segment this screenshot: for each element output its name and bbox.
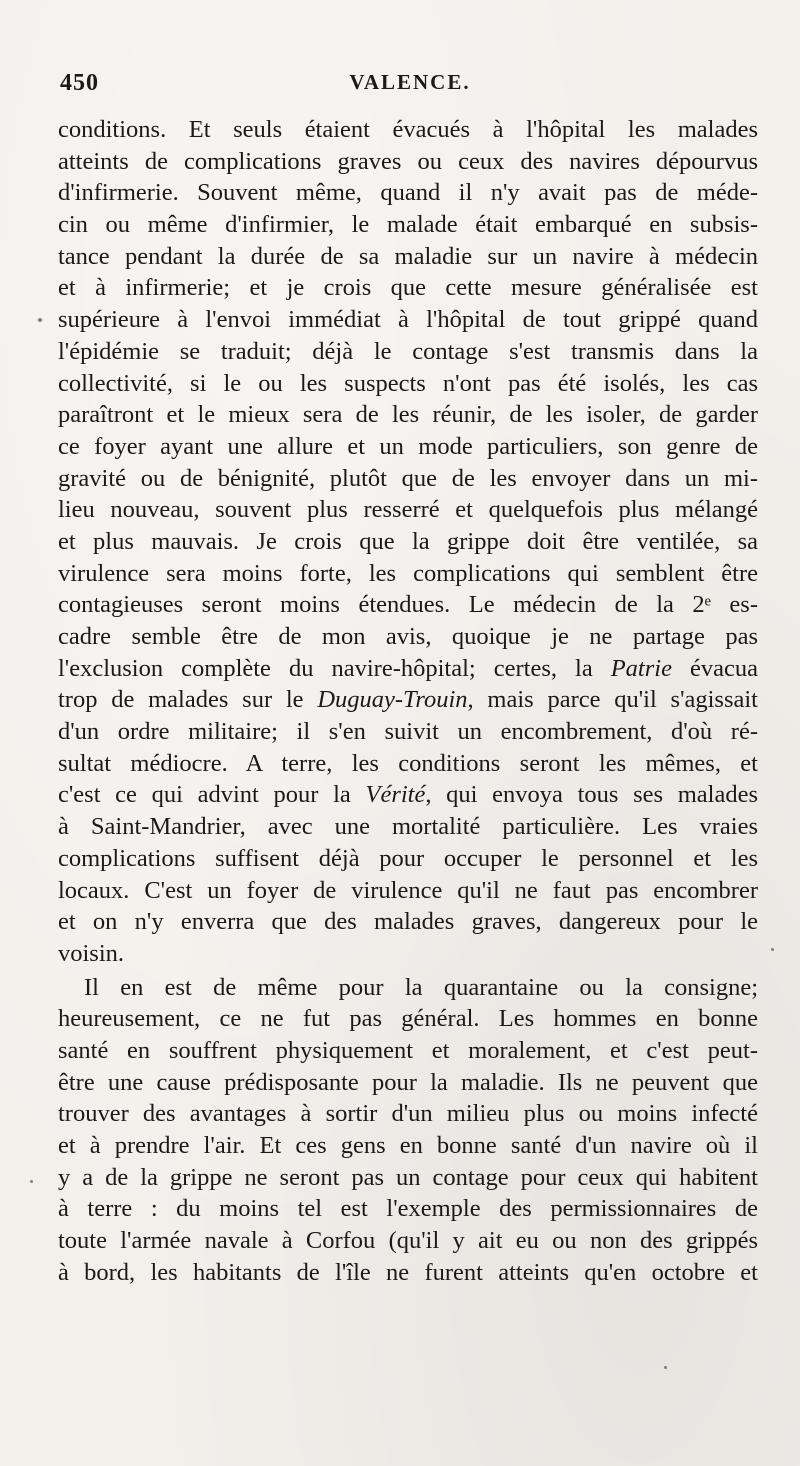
scan-speck [771,948,774,951]
text-line: heureusement, ce ne fut pas général. Les hommes en bonne [58,1005,758,1033]
text-line: à terre : du moins tel est l'exemple des permissionnaires de [58,1195,758,1223]
ship-name-duguay-trouin: Duguay-Trouin [317,686,468,714]
text-line: locaux. C'est un foyer de virulence qu'il ne faut pas encombrer [58,876,758,904]
ship-name-verite: Vérité [365,781,426,809]
ship-name-patrie: Patrie [610,654,672,682]
text-line: toute l'armée navale à Corfou (qu'il y ait eu ou non des grippés [58,1227,758,1255]
body-text [58,114,758,1288]
text-line: cin ou même d'infirmier, le malade était embarqué en subsis- [58,211,758,239]
text-line: cadre semble être de mon avis, quoique je ne partage pas [58,623,758,650]
text-segment: , qui envoya tous ses malades [425,781,758,809]
text-line [58,684,758,716]
page-header [60,70,760,104]
text-line: et à prendre l'air. Et ces gens en bonne santé d'un navire où il [58,1132,758,1159]
text-line: paraîtront et le mieux sera de les réunir, de les isoler, de garder [58,401,758,429]
text-line: santé en souffrent physiquement et moralement, et c'est peut- [58,1036,758,1064]
text-line: à Saint-Mandrier, avec une mortalité particulière. Les vraies [58,813,758,841]
text-line: virulence sera moins forte, les complications qui semblent être [58,559,758,587]
text-line: complications suffisent déjà pour occuper le personnel et les [58,844,758,872]
text-line: d'infirmerie. Souvent même, quand il n'y avait pas de méde- [58,179,758,207]
text-line: y a de la grippe ne seront pas un contage pour ceux qui habitent [58,1163,758,1191]
text-line: supérieure à l'envoi immédiat à l'hôpital de tout grippé quand [58,306,758,334]
text-line: ce foyer ayant une allure et un mode particuliers, son genre de [58,432,758,460]
text-line: atteints de complications graves ou ceux des navires dépourvus [58,147,758,175]
text-line [58,779,758,811]
text-segment: trop de malades sur le [58,686,318,714]
text-line [58,653,758,685]
text-line: l'épidémie se traduit; déjà le contage s'est transmis dans la [58,337,758,365]
scan-speck [30,1180,33,1183]
text-line: trouver des avantages à sortir d'un milieu plus ou moins infecté [58,1100,758,1128]
text-line: sultat médiocre. A terre, les conditions seront les mêmes, et [58,749,758,777]
text-line: et plus mauvais. Je crois que la grippe doit être ventilée, sa [58,527,758,555]
page-number: 450 [60,70,99,96]
text-line: tance pendant la durée de sa maladie sur un navire à médecin [58,242,758,270]
running-title: VALENCE. [349,70,471,94]
text-line: être une cause prédisposante pour la maladie. Ils ne peuvent que [58,1068,758,1096]
scan-speck [38,318,42,322]
text-line: contagieuses seront moins étendues. Le médecin de la 2ᵉ es- [58,591,758,619]
text-line: à bord, les habitants de l'île ne furent atteints qu'en octobre et [58,1258,758,1286]
text-line: gravité ou de bénignité, plutôt que de les envoyer dans un mi- [58,464,758,492]
text-segment: , mais parce qu'il s'agissait [467,686,758,714]
text-line: et à infirmerie; et je crois que cette mesure généralisée est [58,274,758,302]
text-line: d'un ordre militaire; il s'en suivit un encombrement, d'où ré- [58,718,758,746]
text-line: voisin. [58,939,125,967]
text-segment: évacua [671,654,758,682]
scan-speck [664,1366,667,1369]
text-line: collectivité, si le ou les suspects n'ont pas été isolés, les cas [58,369,758,397]
text-segment: c'est ce qui advint pour la [58,781,366,809]
text-segment: l'exclusion complète du navire-hôpital; certes, la [58,654,611,682]
text-line: conditions. Et seuls étaient évacués à l'hôpital les malades [58,116,758,143]
text-line: et on n'y enverra que des malades graves, dangereux pour le [58,908,758,936]
text-line: lieu nouveau, souvent plus resserré et quelquefois plus mélangé [58,496,758,524]
text-line: Il en est de même pour la quarantaine ou la consigne; [84,973,758,1001]
